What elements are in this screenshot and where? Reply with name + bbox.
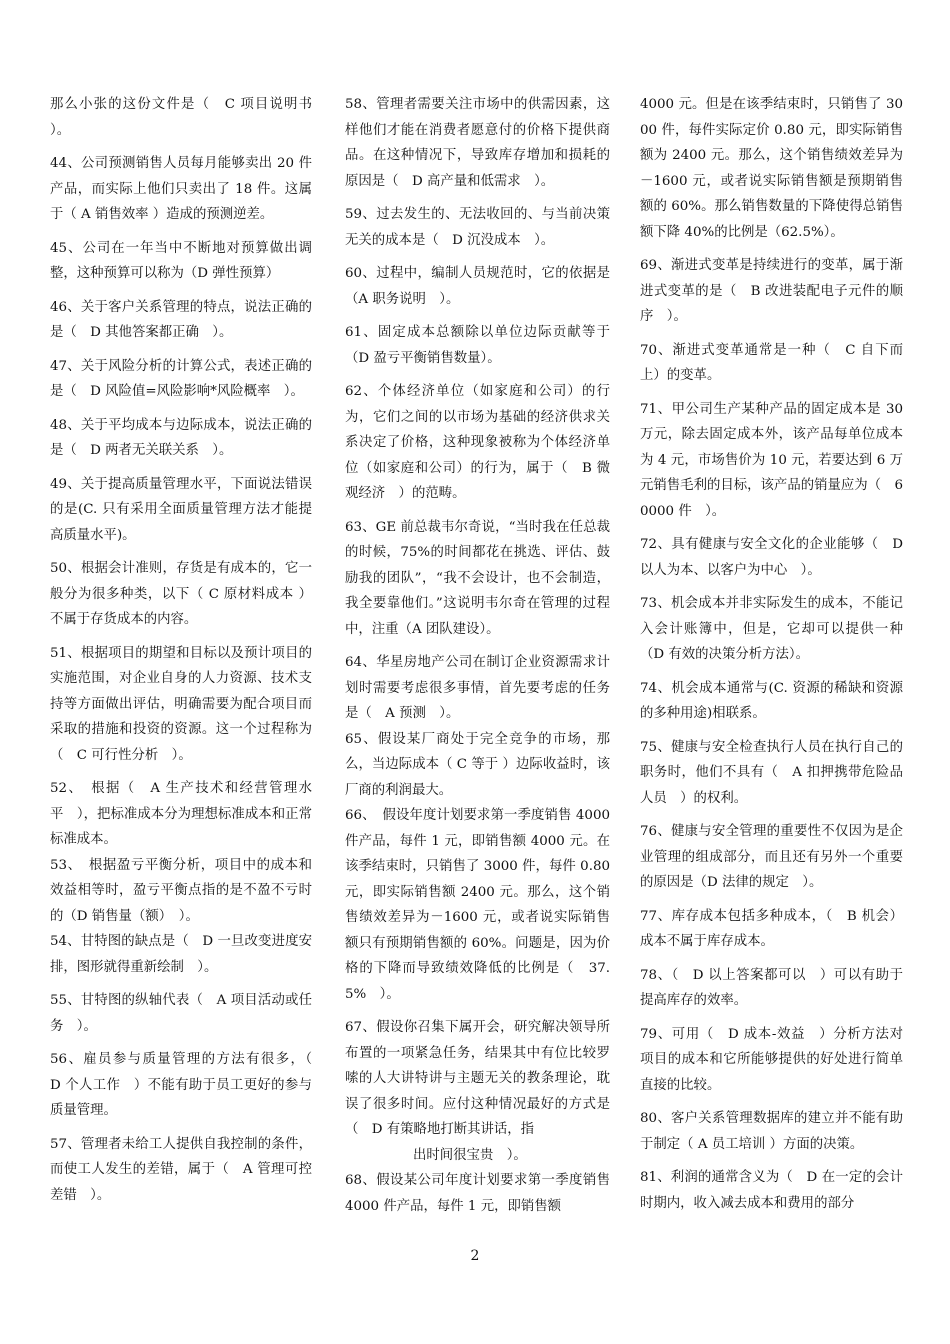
question-item: 50、根据会计准则，存货是有成本的，它一般分为很多种类，以下（ C 原材料成本 ）不属于存货成本的内容。: [50, 561, 312, 627]
question-item: 68、假设某公司年度计划要求第一季度销售 4000 件产品，每件 1 元，即销售额: [345, 1173, 610, 1214]
question-item: 52、 根据（ A 生产技术和经营管理水平 ），把标准成本分为理想标准成本和正常标准成本。: [50, 781, 312, 847]
question-item: 63、GE 前总裁韦尔奇说，“当时我在任总裁的时候，75%的时间都花在挑选、评估、鼓励我的团队”，“我不会设计，也不会制造，我全要靠他们。”这说明韦尔奇在管理的过程中，注重（A 团队建设）。: [345, 519, 610, 637]
question-item: 4000 元。但是在该季结束时，只销售了 3000 件，每件实际定价 0.80 元，即实际销售额为 2400 元。那么，这个销售绩效差异为－1600 元，或者说实际销售额是预期销售额的 60%。那么销售数量的下降使得总销售额下降 40%的比例是（62.5%）。: [640, 97, 903, 240]
page-number: 2: [470, 1248, 480, 1264]
left-column: [50, 92, 326, 1216]
question-item: 74、机会成本通常与(C. 资源的稀缺和资源的多种用途)相联系。: [640, 680, 903, 721]
question-item: 53、 根据盈亏平衡分析，项目中的成本和效益相等时，盈亏平衡点指的是不盈不亏时的（D 销售量（额） ）。: [50, 857, 312, 924]
question-item: 44、公司预测销售人员每月能够卖出 20 件产品，而实际上他们只卖出了 18 件。这属于（ A 销售效率 ）造成的预测逆差。: [50, 156, 312, 222]
question-item: 55、甘特图的纵轴代表（ A 项目活动或任务 ）。: [50, 993, 312, 1034]
question-item: 75、健康与安全检查执行人员在执行自己的职务时，他们不具有（ A 扣押携带危险品人员 ）的权利。: [640, 739, 903, 806]
question-item: 79、可用（ D 成本-效益 ）分析方法对项目的成本和它所能够提供的好处进行简单直接的比较。: [640, 1026, 903, 1093]
question-item: 47、关于风险分析的计算公式，表述正确的是（ D 风险值=风险影响*风险概率 ）。: [50, 358, 312, 399]
right-column: [640, 92, 903, 1224]
question-item: 61、固定成本总额除以单位边际贡献等于（D 盈亏平衡销售数量）。: [345, 325, 610, 366]
question-item: 60、过程中，编制人员规范时，它的依据是（A 职务说明 ）。: [345, 266, 610, 307]
question-item: 77、库存成本包括多种成本，（ B 机会）成本不属于库存成本。: [640, 908, 903, 949]
middle-column: [345, 92, 610, 1227]
question-item: 66、 假设年度计划要求第一季度销售 4000 件产品，每件 1 元，即销售额 4000 元。在该季结束时，只销售了 3000 件，每件 0.80 元，即实际销售额 2400 元。那么，这个销售绩效差异为－1600 元，或者说实际销售额只有预期销售额的 60%。问题是，因为价格的下降而导致绩效降低的比例是（ 37.5% ）。: [345, 808, 610, 1002]
question-item: 65、假设某厂商处于完全竞争的市场，那么，当边际成本（ C 等于 ）边际收益时，该厂商的利润最大。: [345, 731, 610, 798]
question-item: 62、个体经济单位（如家庭和公司）的行为，它们之间的以市场为基础的经济供求关系决定了价格，这种现象被称为个体经济单位（如家庭和公司）的行为，属于（ B 微观经济 ）的范畴。: [345, 384, 610, 501]
question-item: 64、华星房地产公司在制订企业资源需求计划时需要考虑很多事情，首先要考虑的任务是（ A 预测 ）。: [345, 655, 610, 721]
question-item: 51、根据项目的期望和目标以及预计项目的实施范围，对企业自身的人力资源、技术支持等方面做出评估，明确需要为配合项目而采取的措施和投资的资源。这一个过程称为（ C 可行性分析 ）。: [50, 645, 312, 763]
question-item: 49、关于提高质量管理水平，下面说法错误的是(C. 只有采用全面质量管理方法才能提高质量水平)。: [50, 476, 312, 543]
question-item: 78、（ D 以上答案都可以 ）可以有助于提高库存的效率。: [640, 967, 903, 1008]
question-item: 81、利润的通常含义为（ D 在一定的会计时期内，收入减去成本和费用的部分: [640, 1170, 903, 1211]
question-item: [345, 1015, 610, 1168]
question-item: 76、健康与安全管理的重要性不仅因为是企业管理的组成部分，而且还有另外一个重要的原因是（D 法律的规定 ）。: [640, 824, 903, 890]
question-item: 那么小张的这份文件是（ C 项目说明书 ）。: [50, 97, 312, 138]
question-item: 59、过去发生的、无法收回的、与当前决策无关的成本是（ D 沉没成本 ）。: [345, 207, 610, 248]
question-continuation: 出时间很宝贵 ）。: [413, 1147, 527, 1163]
question-text: 67、假设你召集下属开会，研究解决领导所布置的一项紧急任务，结果其中有位比较罗嗦的人大讲特讲与主题无关的教条理论，耽误了很多时间。应付这种情况最好的方式是（ D 有策略地打断其讲话，指: [345, 1020, 610, 1137]
question-item: 56、雇员参与质量管理的方法有很多，（ D 个人工作 ）不能有助于员工更好的参与质量管理。: [50, 1052, 326, 1118]
question-item: 57、管理者未给工人提供自我控制的条件，而使工人发生的差错，属于（ A 管理可控差错 ）。: [50, 1136, 312, 1203]
question-item: 71、甲公司生产某种产品的固定成本是 30 万元，除去固定成本外，该产品每单位成本为 4 元，市场售价为 10 元，若要达到 6 万元销售毛利的目标，该产品的销量应为（ 60000 件 ）。: [640, 401, 903, 519]
question-item: 69、渐进式变革是持续进行的变革，属于渐进式变革的是（ B 改进装配电子元件的顺序 ）。: [640, 258, 903, 324]
question-item: 46、关于客户关系管理的特点，说法正确的是（ D 其他答案都正确 ）。: [50, 299, 312, 340]
question-item: 45、公司在一年当中不断地对预算做出调整，这种预算可以称为（D 弹性预算）: [50, 240, 312, 281]
question-item: 54、甘特图的缺点是（ D 一旦改变进度安排，图形就得重新绘制 ）。: [50, 934, 312, 975]
question-item: 48、关于平均成本与边际成本，说法正确的是（ D 两者无关联关系 ）。: [50, 417, 312, 458]
question-item: 70、渐进式变革通常是一种（ C 自下而上）的变革。: [640, 342, 903, 383]
question-item: 80、客户关系管理数据库的建立并不能有助于制定（ A 员工培训 ）方面的决策。: [640, 1111, 903, 1152]
question-item: 72、具有健康与安全文化的企业能够（ D 以人为本、以客户为中心 ）。: [640, 537, 903, 578]
question-item: 58、管理者需要关注市场中的供需因素，这样他们才能在消费者愿意付的价格下提供商品。在这种情况下，导致库存增加和损耗的原因是（ D 高产量和低需求 ）。: [345, 97, 610, 189]
question-item: 73、机会成本并非实际发生的成本，不能记入会计账簿中，但是，它却可以提供一种（D 有效的决策分析方法）。: [640, 596, 903, 662]
